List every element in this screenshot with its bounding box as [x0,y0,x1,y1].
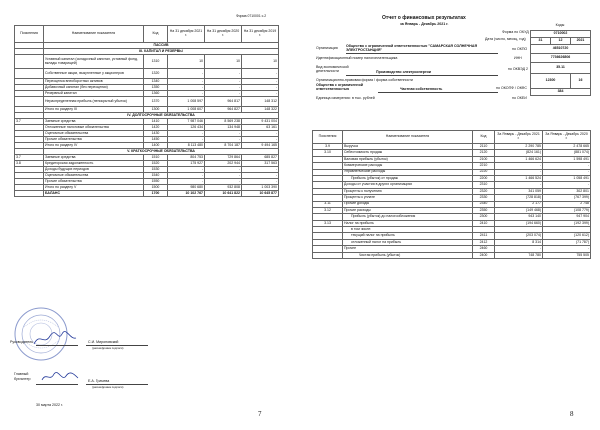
cell-name: Отложенные налоговые обязательства [44,125,144,131]
okud-label: Форма по ОКУД [502,30,529,34]
cell-value-2020: - [205,137,242,143]
cell-code: 1310 [144,55,168,69]
cell-code: 2120 [473,150,495,156]
cell-value-2020: 302 801 [543,188,591,194]
cell-name: Управленческие расходы [343,169,473,175]
cell-name: Прибыль (убыток) до налогообложения [343,214,473,220]
cell-code: 1350 [144,85,168,91]
cell-value-2020: - [543,163,591,169]
cell-code: 2410 [473,220,495,226]
accountant-signature [40,368,80,384]
balance-liabilities-table [14,25,279,197]
cell-name: Коммерческие расходы [343,163,473,169]
cell-value-2019: 10 645 877 [242,191,279,197]
cell-name: Переоценка внеоборотных активов [44,79,144,85]
head-name: С.И. Мироновский [88,340,119,344]
cell-code: 2220 [473,169,495,175]
cell-code: 2350 [473,207,495,213]
header-code: Код [473,131,495,144]
section-heading: IV. ДОЛГОСРОЧНЫЕ ОБЯЗАТЕЛЬСТВА [44,113,279,119]
cell-value-2020: 2 748 [543,201,591,207]
cell-note: 3.13 [313,220,343,226]
cell-name: Проценты к получению [343,188,473,194]
accountant-name-caption: (расшифровка подписи) [92,385,124,389]
legal-form-value: Общества с ограниченной ответственностью [316,83,364,91]
okved-value: 35.11 [531,63,591,74]
cell-name: Чистая прибыль (убыток) [343,252,473,258]
okopf-value: 12300 [531,74,571,89]
cell-note [15,69,44,79]
cell-value-2019: 1 003 390 [242,185,279,191]
org-name-line [346,53,498,54]
cell-code: 2300 [473,214,495,220]
cell-value-2021: 748 780 [495,252,543,258]
header-notes: Пояснения [15,26,44,43]
cell-name: Резервный капитал [44,91,144,97]
table-row [313,252,591,258]
okud-value: 0710002 [531,31,591,38]
cell-note [15,97,44,107]
cell-name: Уставный капитал (складочный капитал, уставный фонд, вклады товарищей) [44,55,144,69]
cell-code: 1520 [144,161,168,167]
cell-value-2020: (108 779) [543,207,591,213]
cell-code: 2460 [473,246,495,252]
cell-code: 1320 [144,69,168,79]
cell-value-2021: 1 466 524 [495,175,543,181]
cell-code: 1430 [144,131,168,137]
cell-value-2020: 202 944 [205,161,242,167]
cell-code: 2340 [473,201,495,207]
cell-name: Доходы от участия в других организациях [343,182,473,188]
cell-value-2020: 964 817 [205,97,242,107]
cell-name: Валовая прибыль (убыток) [343,156,473,162]
cell-value-2019: 148 312 [242,97,279,107]
activity-line [346,75,498,76]
cell-value-2020: 755 505 [543,252,591,258]
cell-value-2020: 8 704 187 [205,143,242,149]
table-row [15,97,279,107]
activity-value: Производство электроэнергии [376,70,431,74]
cell-value-2021: - [168,91,205,97]
cell-code: 1370 [144,97,168,107]
cell-value-2021: 175 927 [168,161,205,167]
cell-value-2020: (881 074) [543,150,591,156]
cell-value-2019: - [242,91,279,97]
header-code: Код [144,26,168,43]
cell-name: Кредиторская задолженность [44,161,144,167]
cell-name: Налог на прибыль [343,220,473,226]
cell-value-2020: 1 058 491 [543,175,591,181]
accountant-label-line1: Главный [14,372,29,376]
report-period: за Январь - Декабрь 2021 г. [400,22,449,26]
cell-note: 3.7 [15,119,44,125]
cell-code: 2411 [473,233,495,239]
cell-value-2021: 8 113 480 [168,143,205,149]
cell-name: Оценочные обязательства [44,131,144,137]
cell-note [15,55,44,69]
cell-value-2021: (824 161) [495,150,543,156]
cell-value-2020: 932 808 [205,185,242,191]
table-header-row [313,131,591,144]
codes-box [530,30,591,96]
date-year: 2021 [571,38,591,45]
cell-value-2020: 10 641 822 [205,191,242,197]
cell-code: 2412 [473,239,495,245]
cell-value-2020: 134 948 [205,125,242,131]
okfs-value: 16 [571,74,591,89]
cell-name: Прочие обязательства [44,137,144,143]
cell-value-2020: - [205,167,242,173]
head-name-caption: (расшифровка подписи) [92,346,124,350]
cell-value-2021: 1 008 597 [168,97,205,107]
cell-value-2019: - [242,173,279,179]
income-statement-table [312,130,591,259]
header-indicator: Наименование показателя [343,131,473,144]
table-row [15,69,279,79]
cell-code: 1420 [144,125,168,131]
cell-name: Прочие доходы [343,201,473,207]
cell-value-2020: - [205,91,242,97]
cell-code: 1540 [144,173,168,179]
header-2021: За Январь - Декабрь 2021 г. [495,131,543,144]
cell-code: 2110 [473,144,495,150]
date-label: Дата (число, месяц, год) [485,37,526,41]
cell-value-2021: - [495,182,543,188]
unit-label: Единица измерения: [316,96,351,100]
header-notes: Пояснения [313,131,343,144]
inn-key: ИНН [514,56,522,60]
okei-value: 384 [531,89,591,96]
header-2020: За Январь - Декабрь 2020 г. [543,131,591,144]
ownership-line [378,92,498,93]
cell-name: Проценты к уплате [343,195,473,201]
cell-note: 3.7 [15,155,44,161]
cell-value-2021: (728 818) [495,195,543,201]
cell-value-2019: 148 322 [242,107,279,113]
cell-code: 1300 [144,107,168,113]
cell-note [313,252,343,258]
date-month: 12 [551,38,571,45]
cell-value-2021: - [168,179,205,185]
cell-value-2021: 7 987 046 [168,119,205,125]
cell-value-2021: 10 102 767 [168,191,205,197]
head-label: Руководитель [10,340,34,344]
cell-note: 3.8 [15,161,44,167]
cell-code: 2200 [473,175,495,181]
cell-name: Добавочный капитал (без переоценки) [44,85,144,91]
cell-name: Прочие обязательства [44,179,144,185]
cell-name: Итого по разделу V [44,185,144,191]
cell-value-2020: - [205,131,242,137]
cell-value-2020: 2 478 665 [543,144,591,150]
cell-value-2020: 729 864 [205,155,242,161]
cell-value-2021: (194 660) [495,220,543,226]
cell-value-2021: - [168,79,205,85]
cell-name: Заемные средства [44,155,144,161]
cell-name: текущий налог на прибыль [343,233,473,239]
cell-name: Прочее [343,246,473,252]
cell-code: 2210 [473,163,495,169]
date-day: 31 [531,38,551,45]
cell-value-2019: - [242,85,279,91]
cell-note [15,191,44,197]
cell-name: БАЛАНС [44,191,144,197]
cell-value-2021: - [168,85,205,91]
cell-name: Собственные акции, выкупленные у акционеров [44,69,144,79]
cell-code: 1360 [144,91,168,97]
cell-code: 2100 [473,156,495,162]
accountant-signature-line [36,384,78,385]
cell-value-2021: 10 [168,55,205,69]
cell-value-2019: - [242,167,279,173]
cell-value-2020: - [543,246,591,252]
cell-value-2020: - [205,173,242,179]
inn-value: 7736626806 [531,54,591,63]
okopf-label: по ОКОПФ / ОКФС [496,86,527,90]
cell-value-2021: - [495,169,543,175]
cell-name: отложенный налог на прибыль [343,239,473,245]
legal-form-label: Организационно-правовая форма / форма собственности [316,78,413,82]
cell-name: Итого по разделу IV [44,143,144,149]
cell-name: Себестоимость продаж [343,150,473,156]
cell-value-2020: - [543,169,591,175]
cell-value-2021: - [495,246,543,252]
cell-note: 3.9 [313,144,343,150]
cell-value-2021: 1 466 624 [495,156,543,162]
cell-value-2019: 9 494 165 [242,143,279,149]
cell-name: Оценочные обязательства [44,173,144,179]
cell-value-2021: - [168,167,205,173]
cell-code: 1410 [144,119,168,125]
cell-value-2021: 341 059 [495,188,543,194]
header-indicator: Наименование показателя [44,26,144,43]
cell-code: 2330 [473,195,495,201]
cell-value-2021: - [168,137,205,143]
cell-code: 2320 [473,188,495,194]
left-page-number: 7 [258,410,262,418]
report-title: Отчет о финансовых результатах [382,15,466,21]
okpo-value: 46510720 [531,45,591,54]
cell-value-2021: 126 434 [168,125,205,131]
cell-value-2021: (149 468) [495,207,543,213]
cell-note: 3.11 [313,201,343,207]
cell-value-2020: 964 827 [205,107,242,113]
cell-value-2021: 8 314 [495,239,543,245]
org-name: Общество с ограниченной ответственностью "САМАРСКАЯ СОЛНЕЧНАЯ ЭЛЕКТРОСТАНЦИЯ" [346,44,478,52]
header-2019: На 31 декабря 2019 г. [242,26,279,43]
table-header-row [15,26,279,43]
cell-name: Прибыль (убыток) от продаж [343,175,473,181]
section-heading: III. КАПИТАЛ И РЕЗЕРВЫ [44,49,279,55]
cell-value-2021: 804 753 [168,155,205,161]
okpo-label: по ОКПО [512,47,528,51]
cell-value-2021: - [495,163,543,169]
org-label: Организация [316,46,338,50]
cell-note: 3.10 [313,150,343,156]
cell-value-2019: - [242,137,279,143]
header-2020: На 31 декабря 2020 г. [205,26,242,43]
cell-code: 1530 [144,167,168,173]
cell-value-2019: - [242,69,279,79]
header-2021: На 31 декабря 2021 г. [168,26,205,43]
cell-name: Итого по разделу III [44,107,144,113]
cell-name: Прочие расходы [343,207,473,213]
right-page-number: 8 [570,410,574,418]
cell-code: 1400 [144,143,168,149]
inn-label: Идентификационный номер налогоплательщика [316,56,398,60]
cell-code: 1340 [144,79,168,85]
okved-label: по ОКВЭД 2 [507,67,528,71]
ownership-value: Частная собственность [400,87,443,91]
cell-note: 3.12 [313,207,343,213]
head-signature-line [36,345,78,346]
cell-value-2019: - [242,179,279,185]
cell-code: 1500 [144,185,168,191]
cell-name: Заемные средства [44,119,144,125]
table-row [15,55,279,69]
cell-name: в том числе: [343,227,473,233]
cell-value-2021: 2 290 785 [495,144,543,150]
cell-value-2020: (767 399) [543,195,591,201]
section-heading: ПАССИВ [44,43,279,49]
section-heading: V. КРАТКОСРОЧНЫЕ ОБЯЗАТЕЛЬСТВА [44,149,279,155]
form-code: Форма 0710001 с.2 [236,14,267,18]
codes-header: Коды [555,23,565,27]
signing-date: 30 марта 2022 г. [36,403,63,407]
accountant-label-line2: бухгалтер [14,377,31,381]
cell-value-2021: 1 008 607 [168,107,205,113]
cell-code: 1510 [144,155,168,161]
cell-code: 1550 [144,179,168,185]
cell-value-2020: - [205,85,242,91]
cell-name: Доходы будущих периодов [44,167,144,173]
cell-code: 1700 [144,191,168,197]
cell-value-2020: (120 612) [543,233,591,239]
unit-value: в тыс. рублей [352,96,375,100]
cell-name: Выручка [343,144,473,150]
cell-value-2019: 63 161 [242,125,279,131]
cell-value-2019: 9 431 004 [242,119,279,125]
cell-value-2021: 943 140 [495,214,543,220]
cell-value-2021: (203 074) [495,233,543,239]
cell-value-2020: 1 598 491 [543,156,591,162]
cell-value-2020: (192 399) [543,220,591,226]
cell-value-2020: (71 787) [543,239,591,245]
cell-value-2021: 2 177 [495,201,543,207]
cell-value-2020: 8 569 238 [205,119,242,125]
cell-value-2021: - [168,131,205,137]
cell-name: Нераспределенная прибыль (непокрытый убыток) [44,97,144,107]
cell-value-2020: - [543,182,591,188]
cell-value-2020: - [205,69,242,79]
cell-code: 2400 [473,252,495,258]
activity-label: Вид экономической деятельности [316,65,349,73]
cell-value-2021: - [168,69,205,79]
cell-value-2019: - [242,79,279,85]
okei-label: по ОКЕИ [512,96,527,100]
cell-code: 1450 [144,137,168,143]
cell-value-2020: 10 [205,55,242,69]
cell-value-2019: 317 563 [242,161,279,167]
cell-value-2019: 10 [242,55,279,69]
cell-value-2019: - [242,131,279,137]
cell-value-2021: 980 680 [168,185,205,191]
accountant-name: Е.А. Грачева [88,379,110,383]
cell-value-2021: - [168,173,205,179]
cell-code: 2310 [473,182,495,188]
cell-value-2019: 685 827 [242,155,279,161]
cell-value-2020: - [205,79,242,85]
cell-value-2020: - [205,179,242,185]
cell-value-2020: 947 904 [543,214,591,220]
table-row [15,191,279,197]
